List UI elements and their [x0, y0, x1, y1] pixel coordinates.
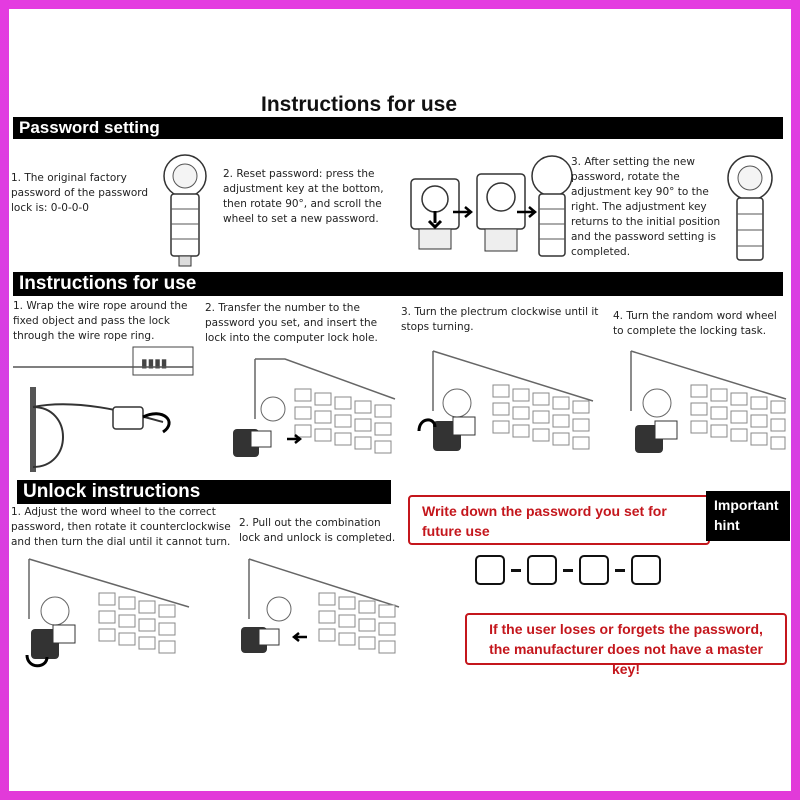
separator-dash	[563, 569, 573, 572]
section-heading-instructions-for-use: Instructions for use	[13, 272, 783, 296]
instruction-sheet	[9, 9, 791, 791]
unlock-step-1: 1. Adjust the word wheel to the correct password, then rotate it counterclockwise and then turn the dial until it cannot turn.	[11, 506, 231, 548]
page-title: Instructions for use	[260, 93, 458, 116]
write-down-note: Write down the password you set for future use	[408, 495, 710, 545]
password-digit-box	[631, 555, 661, 585]
password-step-3: 3. After setting the new password, rotate the adjustment key 90° to the right. The adjustment key returns to the initial position and the password setting is completed.	[571, 156, 721, 258]
laptop-keyboard-icon	[413, 351, 593, 476]
important-hint-label: Important hint	[706, 491, 790, 541]
use-step-4: 4. Turn the random word wheel to complete the locking task.	[613, 310, 777, 337]
combination-lock-icon	[527, 154, 577, 269]
use-step-3: 3. Turn the plectrum clockwise until it stops turning.	[401, 306, 599, 333]
svg-text:▮▮▮▮: ▮▮▮▮	[141, 356, 168, 370]
password-step-2: 2. Reset password: press the adjustment key at the bottom, then rotate 90°, and scroll the wheel to set a new password.	[223, 168, 384, 225]
unlock-step-2: 2. Pull out the combination lock and unlock is completed.	[239, 517, 396, 544]
combination-lock-icon	[155, 154, 215, 269]
password-boxes	[475, 555, 661, 585]
laptop-keyboard-icon	[19, 559, 189, 684]
separator-dash	[615, 569, 625, 572]
separator-dash	[511, 569, 521, 572]
section-heading-unlock-instructions: Unlock instructions	[17, 480, 391, 504]
combination-lock-icon	[721, 154, 779, 274]
use-step-2: 2. Transfer the number to the password you set, and insert the lock into the computer lock hole.	[205, 302, 378, 344]
password-digit-box	[579, 555, 609, 585]
wire-rope-illustration	[13, 347, 193, 472]
section-heading-password-setting: Password setting	[13, 117, 783, 139]
password-step-1: 1. The original factory password of the password lock is: 0-0-0-0	[11, 172, 149, 214]
password-digit-box	[475, 555, 505, 585]
master-key-warning: If the user loses or forgets the password, the manufacturer does not have a master key!	[465, 613, 787, 665]
laptop-keyboard-icon	[621, 351, 786, 476]
use-step-1: 1. Wrap the wire rope around the fixed object and pass the lock through the wire rope ring.	[13, 300, 188, 342]
laptop-keyboard-icon	[225, 359, 395, 479]
laptop-keyboard-icon	[239, 559, 399, 684]
password-digit-box	[527, 555, 557, 585]
